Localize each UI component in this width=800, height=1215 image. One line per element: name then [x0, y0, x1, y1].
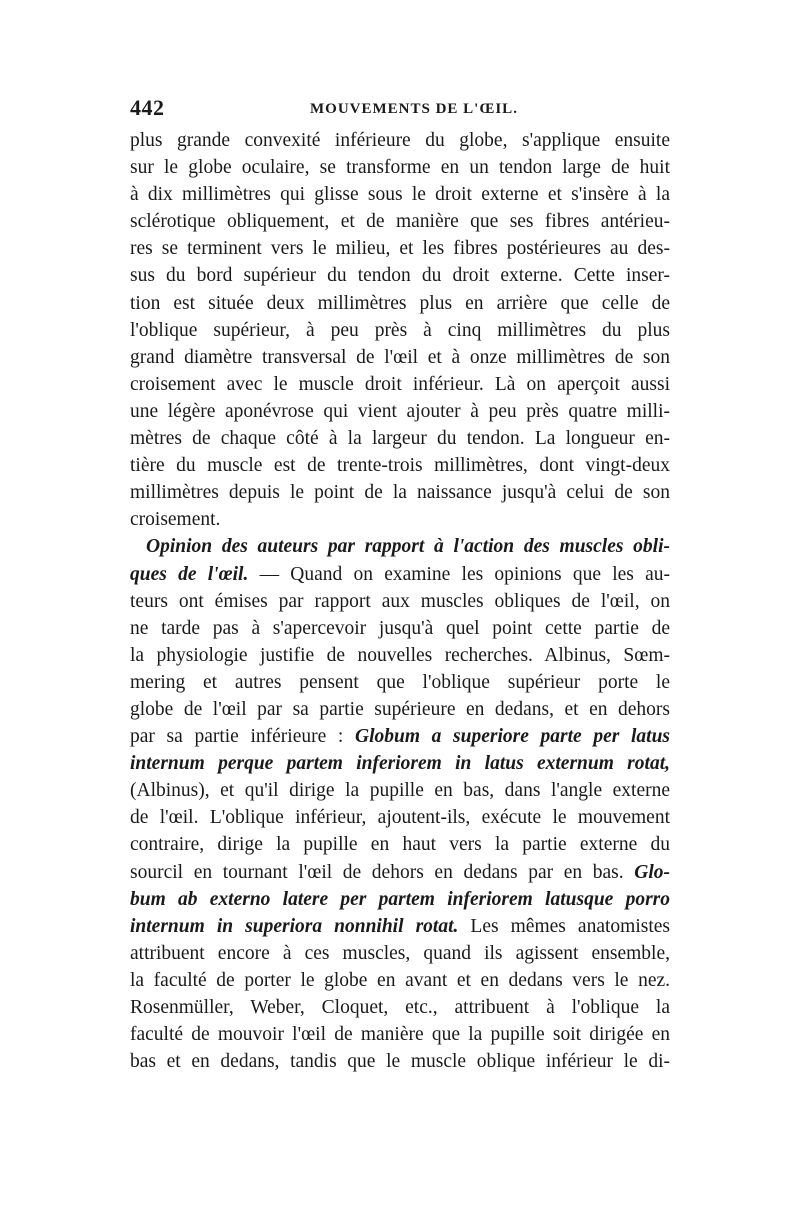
body-text: [130, 127, 670, 1075]
text-line: [130, 1048, 670, 1075]
text-segment: tion est située deux millimètres plus en arrière que celle de: [130, 292, 670, 314]
text-segment: mering et autres pensent que l'oblique supérieur porte le: [130, 671, 670, 693]
italic-text-segment: ques de l'œil.: [130, 563, 249, 585]
italic-text-segment: Opinion des auteurs par rapport à l'action des muscles obli-: [146, 536, 670, 558]
text-line: [130, 371, 670, 398]
text-line: [130, 154, 670, 181]
text-line: [130, 181, 670, 208]
text-line: [130, 208, 670, 235]
text-segment: l'oblique supérieur, à peu près à cinq millimètres du plus: [130, 319, 670, 341]
text-line: [130, 398, 670, 425]
text-line: [130, 804, 670, 831]
text-segment: sclérotique obliquement, et de manière que ses fibres antérieu-: [130, 211, 670, 233]
text-segment: sourcil en tournant l'œil de dehors en dedans par en bas.: [130, 861, 635, 883]
text-line: [130, 696, 670, 723]
text-segment: — Quand on examine les opinions que les au-: [248, 563, 671, 585]
text-line: [130, 127, 670, 154]
text-line: [130, 615, 670, 642]
text-line: [130, 859, 670, 886]
text-line: [130, 777, 670, 804]
text-segment: teurs ont émises par rapport aux muscles obliques de l'œil, on: [130, 590, 670, 612]
text-line: [130, 425, 670, 452]
page-number: 442: [130, 95, 165, 120]
text-segment: tière du muscle est de trente-trois millimètres, dont vingt-deux: [130, 455, 670, 477]
text-line: [130, 669, 670, 696]
running-title: MOUVEMENTS DE L'ŒIL.: [310, 101, 518, 117]
text-segment: croisement avec le muscle droit inférieur. Là on aperçoit aussi: [130, 373, 670, 395]
text-line: [130, 235, 670, 262]
text-segment: la physiologie justifie de nouvelles recherches. Albinus, Sœm-: [130, 644, 670, 666]
italic-text-segment: bum ab externo latere per partem inferiorem latusque porro: [130, 888, 670, 910]
italic-text-segment: internum in superiora nonnihil rotat.: [130, 915, 459, 937]
text-line: [130, 994, 670, 1021]
book-page: [130, 95, 670, 1075]
text-line: [130, 533, 670, 560]
text-segment: à dix millimètres qui glisse sous le droit externe et s'insère à la: [130, 184, 670, 206]
text-segment: plus grande convexité inférieure du globe, s'applique ensuite: [130, 130, 670, 151]
text-segment: sus du bord supérieur du tendon du droit externe. Cette inser-: [130, 265, 670, 287]
text-line: [130, 967, 670, 994]
text-line: [130, 344, 670, 371]
text-segment: la faculté de porter le globe en avant et en dedans vers le nez.: [130, 969, 670, 991]
text-line: [130, 831, 670, 858]
text-segment: de l'œil. L'oblique inférieur, ajoutent-ils, exécute le mouvement: [130, 807, 670, 829]
text-line: [130, 452, 670, 479]
text-line: [130, 642, 670, 669]
text-line: [130, 750, 670, 777]
text-line: [130, 262, 670, 289]
text-segment: (Albinus), et qu'il dirige la pupille en bas, dans l'angle externe: [130, 780, 670, 802]
text-segment: Les mêmes anatomistes: [458, 915, 670, 937]
text-line: [130, 317, 670, 344]
text-segment: millimètres depuis le point de la naissance jusqu'à celui de son: [130, 482, 670, 504]
text-line: [130, 1021, 670, 1048]
text-line: [130, 290, 670, 317]
text-segment: bas et en dedans, tandis que le muscle oblique inférieur le di-: [130, 1051, 670, 1073]
text-line: [130, 479, 670, 506]
text-line: [130, 723, 670, 750]
italic-text-segment: Glo-: [634, 861, 670, 883]
text-segment: faculté de mouvoir l'œil de manière que la pupille soit dirigée en: [130, 1024, 670, 1046]
text-line: [130, 561, 670, 588]
italic-text-segment: Globum a superiore parte per latus: [354, 726, 671, 748]
text-segment: res se terminent vers le milieu, et les fibres postérieures au des-: [130, 238, 670, 260]
text-segment: croisement.: [130, 509, 221, 531]
text-segment: grand diamètre transversal de l'œil et à onze millimètres de son: [130, 346, 670, 368]
text-segment: par sa partie inférieure :: [130, 726, 355, 748]
text-line: [130, 940, 670, 967]
text-line: [130, 913, 670, 940]
text-line: [130, 588, 670, 615]
text-segment: sur le globe oculaire, se transforme en un tendon large de huit: [130, 157, 670, 179]
text-line: [130, 506, 670, 533]
text-segment: contraire, dirige la pupille en haut vers la partie externe du: [130, 834, 670, 856]
text-segment: attribuent encore à ces muscles, quand ils agissent ensemble,: [130, 942, 670, 964]
text-line: [130, 886, 670, 913]
text-segment: mètres de chaque côté à la largeur du tendon. La longueur en-: [130, 428, 670, 450]
italic-text-segment: internum perque partem inferiorem in latus externum rotat,: [130, 753, 670, 775]
text-segment: ne tarde pas à s'apercevoir jusqu'à quel point cette partie de: [130, 617, 670, 639]
text-segment: une légère aponévrose qui vient ajouter à peu près quatre milli-: [130, 400, 670, 422]
text-segment: Rosenmüller, Weber, Cloquet, etc., attribuent à l'oblique la: [130, 997, 670, 1018]
text-segment: globe de l'œil par sa partie supérieure en dedans, et en dehors: [130, 698, 670, 720]
running-head: [130, 95, 670, 121]
